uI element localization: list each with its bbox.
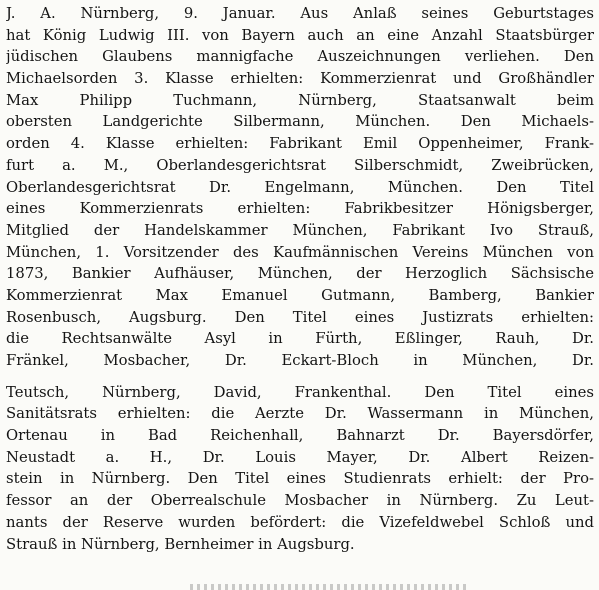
cut-off-line-fragment: [190, 584, 470, 590]
article-line: Fränkel, Mosbacher, Dr. Eckart-Bloch in München, Dr.: [6, 352, 594, 369]
article-line: hat König Ludwig III. von Bayern auch an eine Anzahl Staatsbürger: [6, 26, 594, 44]
article-line: Neustadt a. H., Dr. Louis Mayer, Dr. Albert Reizen-: [6, 448, 594, 466]
article-line: Strauß in Nürnberg, Bernheimer in Augsburg.: [6, 535, 355, 553]
article-line: orden 4. Klasse erhielten: Fabrikant Emil Oppenheimer, Frank-: [6, 135, 594, 153]
article-line: Ortenau in Bad Reichenhall, Bahnarzt Dr. Bayersdörfer,: [6, 427, 594, 445]
article-line: Rosenbusch, Augsburg. Den Titel eines Justizrats erhielten:: [6, 308, 594, 326]
article-line: Max Philipp Tuchmann, Nürnberg, Staatsanwalt beim: [6, 91, 594, 109]
article-body: [6, 3, 594, 555]
article-line: München, 1. Vorsitzender des Kaufmännischen Vereins München von: [6, 243, 594, 261]
article-line: Michaelsorden 3. Klasse erhielten: Kommerzienrat und Großhändler: [6, 70, 594, 88]
article-line: Mitglied der Handelskammer München, Fabrikant Ivo Strauß,: [6, 221, 594, 239]
article-line: stein in Nürnberg. Den Titel eines Studienrats erhielt: der Pro-: [6, 470, 594, 488]
article-line: Kommerzienrat Max Emanuel Gutmann, Bamberg, Bankier: [6, 286, 594, 304]
article-line: obersten Landgerichte Silbermann, München. Den Michaels-: [6, 113, 594, 131]
article-line: 1873, Bankier Aufhäuser, München, der Herzoglich Sächsische: [6, 265, 594, 283]
column-break: [6, 372, 594, 382]
article-line: J. A. Nürnberg, 9. Januar. Aus Anlaß seines Geburtstages: [6, 5, 594, 22]
article-line: jüdischen Glaubens mannigfache Auszeichnungen verliehen. Den: [6, 48, 594, 66]
article-line: furt a. M., Oberlandesgerichtsrat Silberschmidt, Zweibrücken,: [6, 156, 594, 174]
article-line: Teutsch, Nürnberg, David, Frankenthal. Den Titel eines: [6, 383, 594, 401]
article-line: nants der Reserve wurden befördert: die Vizefeldwebel Schloß und: [6, 513, 594, 531]
article-line: Oberlandesgerichtsrat Dr. Engelmann, München. Den Titel: [6, 178, 594, 196]
article-line: fessor an der Oberrealschule Mosbacher in Nürnberg. Zu Leut-: [6, 492, 594, 510]
article-line: Sanitätsrats erhielten: die Aerzte Dr. Wassermann in München,: [6, 405, 594, 423]
article-line: eines Kommerzienrats erhielten: Fabrikbesitzer Hönigsberger,: [6, 200, 594, 218]
article-line: die Rechtsanwälte Asyl in Fürth, Eßlinger, Rauh, Dr.: [6, 330, 594, 348]
